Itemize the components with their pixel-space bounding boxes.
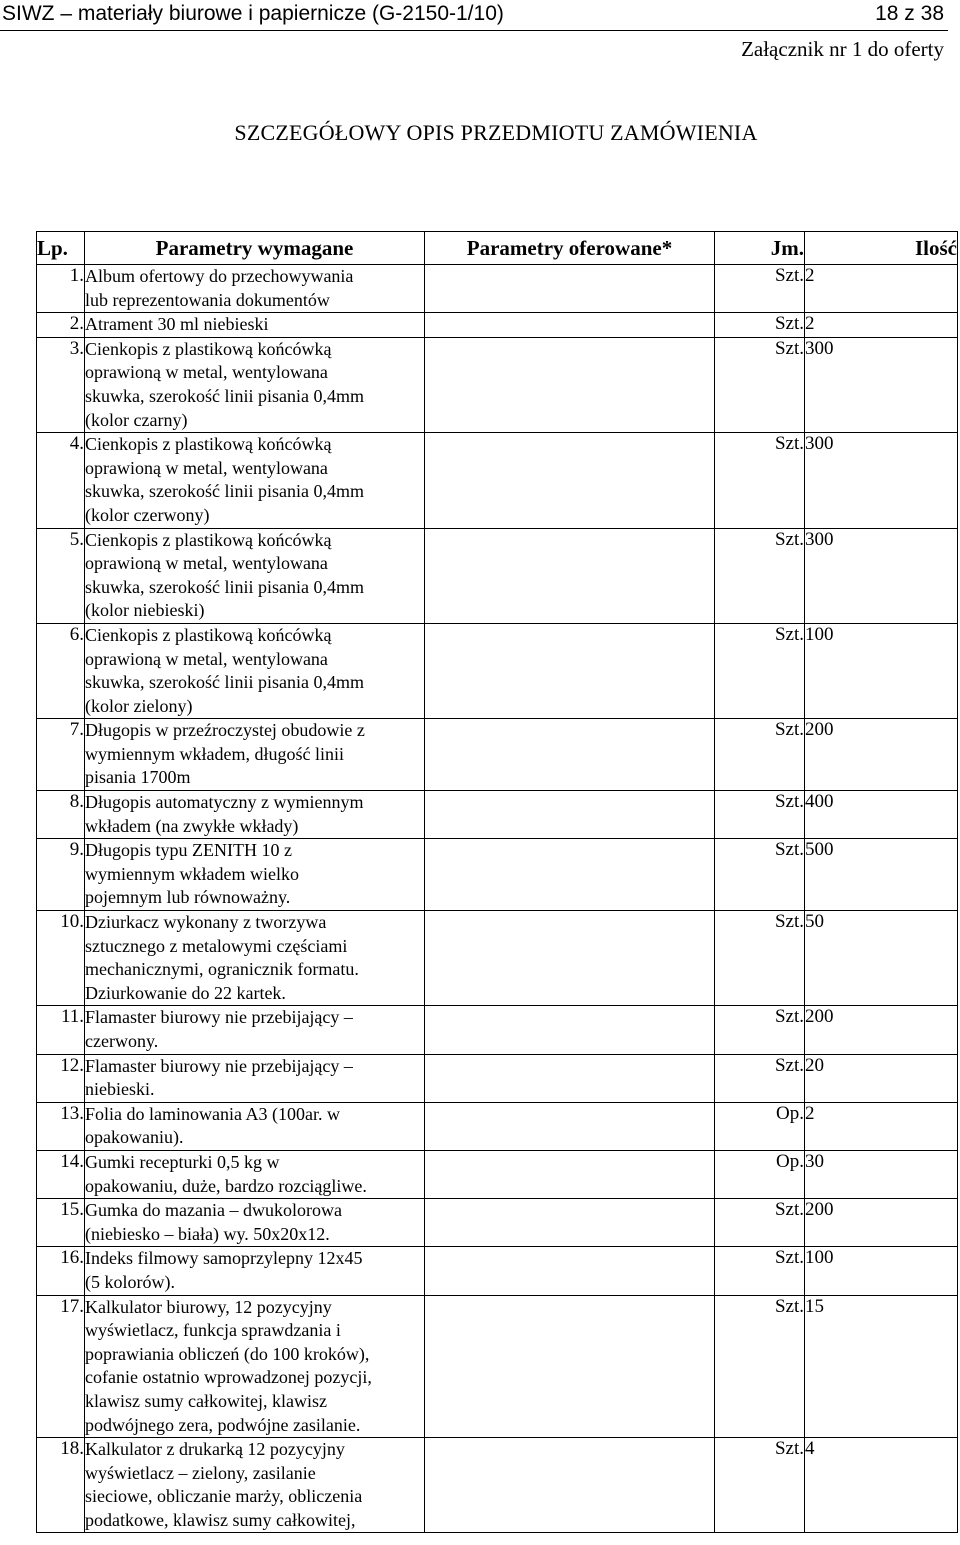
row-quantity: 15 <box>805 1295 958 1438</box>
row-params-offered <box>425 1438 715 1533</box>
page-header <box>0 0 948 31</box>
row-number: 12. <box>37 1054 85 1102</box>
row-quantity: 200 <box>805 1006 958 1054</box>
table-row <box>37 1150 958 1198</box>
row-quantity: 4 <box>805 1438 958 1533</box>
row-params-required: Atrament 30 ml niebieski <box>85 313 425 338</box>
table-row <box>37 1295 958 1438</box>
row-params-offered <box>425 1150 715 1198</box>
row-unit: Szt. <box>715 1199 805 1247</box>
row-params-required: Cienkopis z plastikową końcówką oprawioną w metal, wentylowana skuwka, szerokość linii pisania 0,4mm (kolor czarny) <box>85 337 425 432</box>
row-unit: Szt. <box>715 1247 805 1295</box>
row-params-offered <box>425 1295 715 1438</box>
row-params-offered <box>425 433 715 528</box>
table-row <box>37 433 958 528</box>
row-params-required: Długopis automatyczny z wymiennym wkładem (na zwykłe wkłady) <box>85 791 425 839</box>
table-row <box>37 911 958 1006</box>
row-number: 3. <box>37 337 85 432</box>
row-params-required: Cienkopis z plastikową końcówką oprawioną w metal, wentylowana skuwka, szerokość linii pisania 0,4mm (kolor czerwony) <box>85 433 425 528</box>
row-params-offered <box>425 313 715 338</box>
row-quantity: 50 <box>805 911 958 1006</box>
row-number: 6. <box>37 623 85 718</box>
table-row <box>37 791 958 839</box>
row-params-required: Kalkulator z drukarką 12 pozycyjny wyświetlacz – zielony, zasilanie sieciowe, obliczanie marży, obliczenia podatkowe, klawisz sumy całkowitej, <box>85 1438 425 1533</box>
row-params-required: Długopis typu ZENITH 10 z wymiennym wkładem wielko pojemnym lub równoważny. <box>85 839 425 911</box>
row-params-required: Flamaster biurowy nie przebijający – czerwony. <box>85 1006 425 1054</box>
table-row <box>37 265 958 313</box>
row-unit: Szt. <box>715 337 805 432</box>
row-params-offered <box>425 791 715 839</box>
row-unit: Szt. <box>715 1295 805 1438</box>
document-title: SZCZEGÓŁOWY OPIS PRZEDMIOTU ZAMÓWIENIA <box>234 120 758 145</box>
row-params-required: Indeks filmowy samoprzylepny 12x45 (5 kolorów). <box>85 1247 425 1295</box>
row-quantity: 200 <box>805 719 958 791</box>
row-quantity: 30 <box>805 1150 958 1198</box>
table-row <box>37 623 958 718</box>
row-unit: Szt. <box>715 1438 805 1533</box>
header-title: SIWZ – materiały biurowe i papiernicze (G-2150-1/10) <box>2 2 504 25</box>
row-number: 1. <box>37 265 85 313</box>
row-params-required: Cienkopis z plastikową końcówką oprawioną w metal, wentylowana skuwka, szerokość linii pisania 0,4mm (kolor zielony) <box>85 623 425 718</box>
row-number: 16. <box>37 1247 85 1295</box>
row-unit: Szt. <box>715 839 805 911</box>
row-params-offered <box>425 911 715 1006</box>
row-unit: Szt. <box>715 1006 805 1054</box>
header-unit: Jm. <box>715 232 805 265</box>
page-number: 18 z 38 <box>875 2 944 25</box>
row-unit: Szt. <box>715 719 805 791</box>
row-params-offered <box>425 1199 715 1247</box>
row-quantity: 200 <box>805 1199 958 1247</box>
row-number: 18. <box>37 1438 85 1533</box>
row-params-offered <box>425 1247 715 1295</box>
table-row <box>37 1102 958 1150</box>
header-params-offered: Parametry oferowane* <box>425 232 715 265</box>
row-quantity: 2 <box>805 1102 958 1150</box>
row-number: 13. <box>37 1102 85 1150</box>
table-row <box>37 1006 958 1054</box>
row-params-offered <box>425 1006 715 1054</box>
row-quantity: 100 <box>805 1247 958 1295</box>
row-params-required: Folia do laminowania A3 (100ar. w opakowaniu). <box>85 1102 425 1150</box>
row-quantity: 400 <box>805 791 958 839</box>
items-table <box>36 231 958 1533</box>
row-quantity: 2 <box>805 313 958 338</box>
row-number: 4. <box>37 433 85 528</box>
table-header-row <box>37 232 958 265</box>
table-row <box>37 1247 958 1295</box>
row-params-required: Dziurkacz wykonany z tworzywa sztucznego z metalowymi częściami mechanicznymi, ogranicznik formatu. Dziurkowanie do 22 kartek. <box>85 911 425 1006</box>
row-number: 7. <box>37 719 85 791</box>
row-number: 2. <box>37 313 85 338</box>
row-number: 17. <box>37 1295 85 1438</box>
row-params-offered <box>425 1054 715 1102</box>
row-params-required: Cienkopis z plastikową końcówką oprawioną w metal, wentylowana skuwka, szerokość linii pisania 0,4mm (kolor niebieski) <box>85 528 425 623</box>
row-params-offered <box>425 719 715 791</box>
header-params-required: Parametry wymagane <box>85 232 425 265</box>
row-quantity: 300 <box>805 337 958 432</box>
table-row <box>37 1054 958 1102</box>
row-unit: Szt. <box>715 433 805 528</box>
row-number: 5. <box>37 528 85 623</box>
row-quantity: 100 <box>805 623 958 718</box>
row-number: 9. <box>37 839 85 911</box>
row-number: 11. <box>37 1006 85 1054</box>
header-quantity: Ilość <box>805 232 958 265</box>
table-row <box>37 839 958 911</box>
row-params-required: Album ofertowy do przechowywania lub reprezentowania dokumentów <box>85 265 425 313</box>
row-unit: Szt. <box>715 528 805 623</box>
row-quantity: 300 <box>805 528 958 623</box>
row-params-offered <box>425 265 715 313</box>
row-number: 8. <box>37 791 85 839</box>
table-row <box>37 1199 958 1247</box>
row-unit: Szt. <box>715 623 805 718</box>
row-number: 15. <box>37 1199 85 1247</box>
row-params-required: Gumki recepturki 0,5 kg w opakowaniu, duże, bardzo rozciągliwe. <box>85 1150 425 1198</box>
table-row <box>37 528 958 623</box>
row-params-offered <box>425 337 715 432</box>
row-unit: Szt. <box>715 265 805 313</box>
header-lp: Lp. <box>37 232 85 265</box>
row-quantity: 300 <box>805 433 958 528</box>
annex-label: Załącznik nr 1 do oferty <box>741 37 944 61</box>
row-number: 10. <box>37 911 85 1006</box>
row-params-offered <box>425 528 715 623</box>
row-unit: Szt. <box>715 1054 805 1102</box>
row-params-offered <box>425 839 715 911</box>
row-params-offered <box>425 1102 715 1150</box>
row-params-offered <box>425 623 715 718</box>
row-unit: Op. <box>715 1150 805 1198</box>
row-quantity: 2 <box>805 265 958 313</box>
row-unit: Szt. <box>715 791 805 839</box>
row-number: 14. <box>37 1150 85 1198</box>
row-params-required: Długopis w przeźroczystej obudowie z wymiennym wkładem, długość linii pisania 1700m <box>85 719 425 791</box>
row-unit: Szt. <box>715 911 805 1006</box>
row-unit: Op. <box>715 1102 805 1150</box>
table-row <box>37 337 958 432</box>
table-row <box>37 313 958 338</box>
row-params-required: Kalkulator biurowy, 12 pozycyjny wyświetlacz, funkcja sprawdzania i poprawiania obliczeń (do 100 kroków), cofanie ostatnio wprowadzonej pozycji, klawisz sumy całkowitej, klawisz podwójnego zera, podwójne zasilanie. <box>85 1295 425 1438</box>
table-row <box>37 719 958 791</box>
row-unit: Szt. <box>715 313 805 338</box>
row-params-required: Flamaster biurowy nie przebijający – niebieski. <box>85 1054 425 1102</box>
row-params-required: Gumka do mazania – dwukolorowa (niebiesko – biała) wy. 50x20x12. <box>85 1199 425 1247</box>
row-quantity: 20 <box>805 1054 958 1102</box>
table-row <box>37 1438 958 1533</box>
row-quantity: 500 <box>805 839 958 911</box>
